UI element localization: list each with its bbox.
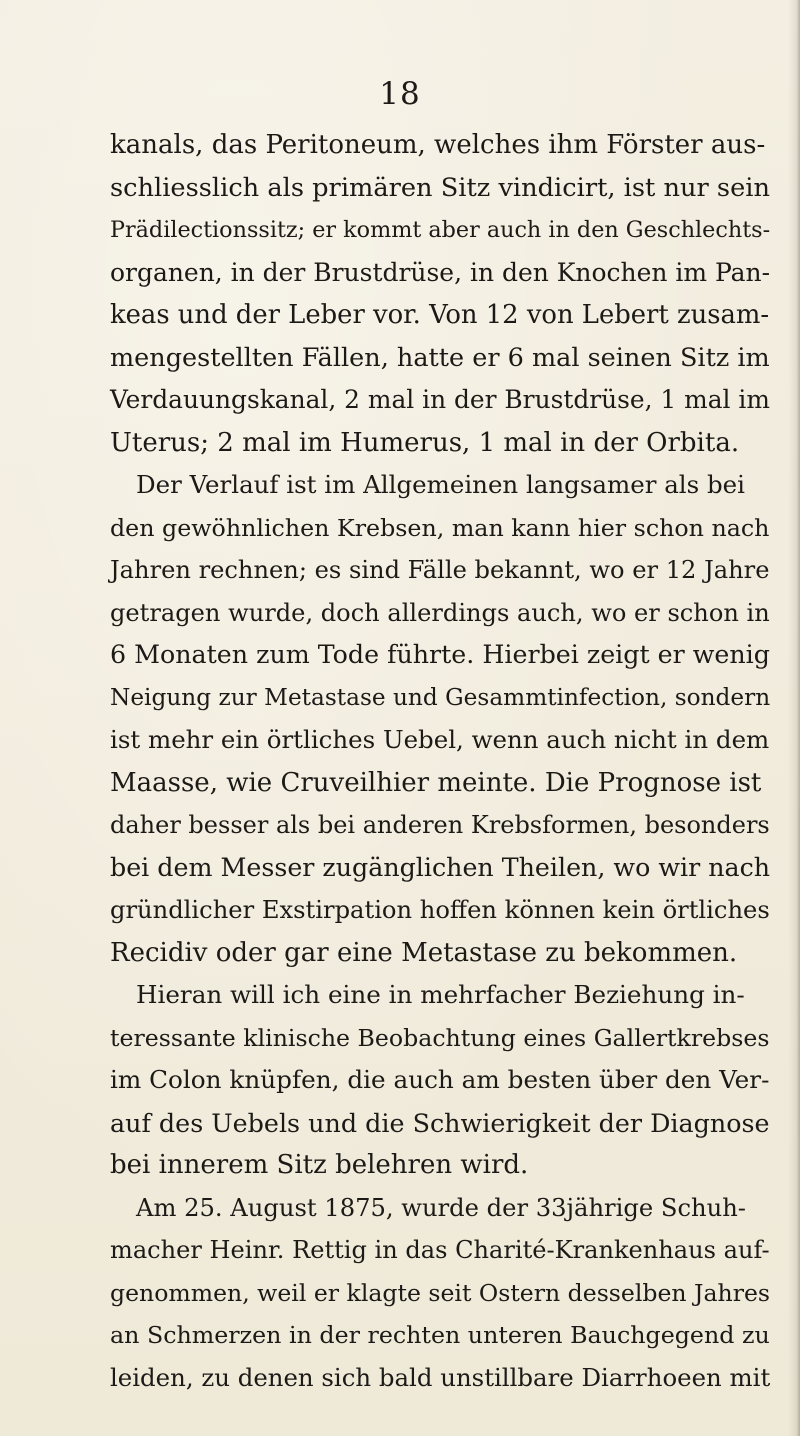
text-line: teressante klinische Beobachtung eines Gallertkrebses — [110, 1023, 770, 1052]
text-line: 6 Monaten zum Tode führte. Hierbei zeigt er wenig — [110, 640, 770, 669]
text-line: im Colon knüpfen, die auch am besten über den Ver- — [110, 1065, 770, 1094]
page-edge-shadow — [788, 0, 800, 1436]
text-line: Hieran will ich eine in mehrfacher Beziehung in- — [136, 980, 745, 1009]
text-line: ist mehr ein örtliches Uebel, wenn auch nicht in dem — [110, 725, 770, 754]
text-line: Recidiv oder gar eine Metastase zu bekommen. — [110, 937, 738, 968]
text-line: macher Heinr. Rettig in das Charité-Krankenhaus auf- — [110, 1236, 770, 1264]
text-line: keas und der Leber vor. Von 12 von Lebert zusam- — [110, 300, 770, 330]
text-line: organen, in der Brustdrüse, in den Knochen im Pan- — [110, 257, 771, 287]
body-text — [110, 124, 770, 1399]
text-line: leiden, zu denen sich bald unstillbare Diarrhoeen mit — [110, 1362, 771, 1392]
text-line: Am 25. August 1875, wurde der 33jährige Schuh- — [136, 1193, 746, 1222]
text-line: gründlicher Exstirpation hoffen können kein örtliches — [110, 896, 770, 924]
text-line: schliesslich als primären Sitz vindicirt, ist nur sein — [110, 172, 770, 203]
text-line: den gewöhnlichen Krebsen, man kann hier schon nach — [110, 513, 770, 542]
text-line: Maasse, wie Cruveilhier meinte. Die Prognose ist — [110, 767, 762, 798]
text-line: an Schmerzen in der rechten unteren Bauchgegend zu — [110, 1321, 770, 1349]
text-line: kanals, das Peritoneum, welches ihm Förster aus- — [110, 130, 766, 160]
text-line: daher besser als bei anderen Krebsformen, besonders — [110, 811, 770, 839]
page-number: 18 — [379, 76, 421, 112]
text-line: bei innerem Sitz belehren wird. — [110, 1150, 529, 1180]
text-line: getragen wurde, doch allerdings auch, wo er schon in — [110, 598, 770, 627]
text-line: Verdauungskanal, 2 mal in der Brustdrüse, 1 mal im — [110, 385, 770, 414]
text-line: genommen, weil er klagte seit Ostern desselben Jahres — [110, 1278, 771, 1307]
text-line: Prädilectionssitz; er kommt aber auch in den Geschlechts- — [110, 217, 771, 243]
text-line: Neigung zur Metastase und Gesammtinfection, sondern — [110, 683, 771, 711]
text-line: mengestellten Fällen, hatte er 6 mal seinen Sitz im — [110, 342, 770, 373]
text-line: Jahren rechnen; es sind Fälle bekannt, wo er 12 Jahre — [110, 556, 770, 584]
text-line: Der Verlauf ist im Allgemeinen langsamer als bei — [136, 470, 745, 499]
text-line: bei dem Messer zugänglichen Theilen, wo wir nach — [110, 852, 771, 882]
text-line: Uterus; 2 mal im Humerus, 1 mal in der Orbita. — [110, 427, 740, 458]
text-line: auf des Uebels und die Schwierigkeit der Diagnose — [110, 1107, 770, 1138]
